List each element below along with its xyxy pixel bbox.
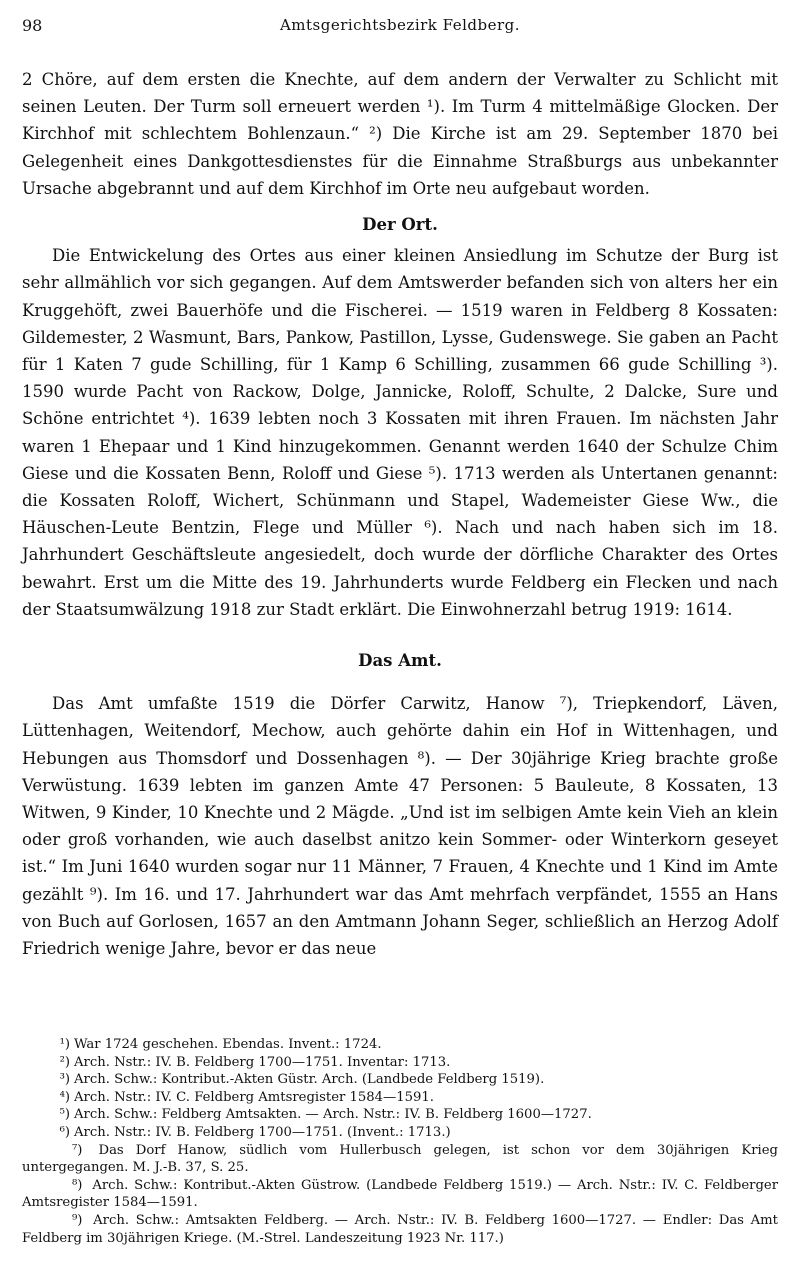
running-title: Amtsgerichtsbezirk Feldberg. [279, 16, 521, 34]
footnotes [22, 1036, 778, 1247]
footnote [22, 1124, 778, 1142]
paragraph-ort: Die Entwickelung des Ortes aus einer kleinen Ansiedlung im Schutze der Burg ist sehr allmählich vor sich gegangen. Auf dem Amtswerder befanden sich von alters her ein Kruggehöft, zwei Bauerhöfe und die Fischerei. — 1519 waren in Feldberg 8 Kossaten: Gildemester, 2 Wasmunt, Bars, Pankow, Pastillon, Lysse, Gudenswege. Sie gaben an Pacht für 1 Katen 7 gude Schilling, für 1 Kamp 6 Schilling, zusammen 66 gude Schilling ³). 1590 wurde Pacht von Rackow, Dolge, Jannicke, Roloff, Schulte, 2 Dalcke, Sure und Schöne entrichtet ⁴). 1639 lebten noch 3 Kossaten mit ihren Frauen. Im nächsten Jahr waren 1 Ehepaar und 1 Kind hinzugekommen. Genannt werden 1640 der Schulze Chim Giese und die Kossaten Benn, Roloff und Giese ⁵). 1713 werden als Untertanen genannt: die Kossaten Roloff, Wichert, Schünmann und Stapel, Wademeister Giese Ww., die Häuschen-Leute Bentzin, Flege und Müller ⁶). Nach und nach haben sich im 18. Jahrhundert Geschäftsleute angesiedelt, doch wurde der dörfliche Charakter des Ortes bewahrt. Erst um die Mitte des 19. Jahrhunderts wurde Feldberg ein Flecken und nach der Staatsumwälzung 1918 zur Stadt erklärt. Die Einwohnerzahl betrug 1919: 1614. [22, 246, 778, 619]
footnote-text: Arch. Schw.: Amtsakten Feldberg. — Arch. Nstr.: IV. B. Feldberg 1600—1727. — Endler: Das Amt Feldberg im 30jährigen Kriege. (M.-Strel. Landeszeitung 1923 Nr. 117.) [22, 1212, 778, 1246]
page-header [22, 16, 778, 44]
footnote-mark: ⁹) [72, 1212, 83, 1228]
footnote-mark: ³) [59, 1072, 70, 1088]
footnote-text: Arch. Nstr.: IV. B. Feldberg 1700—1751. (Invent.: 1713.) [74, 1124, 451, 1140]
footnote-text: Arch. Nstr.: IV. B. Feldberg 1700—1751. Inventar: 1713. [74, 1054, 451, 1070]
footnote [22, 1089, 778, 1107]
footnote [22, 1036, 778, 1054]
footnote-text: War 1724 geschehen. Ebendas. Invent.: 1724. [74, 1037, 382, 1052]
footnote [22, 1142, 778, 1177]
footnote [22, 1177, 778, 1212]
footnote-text: Das Dorf Hanow, südlich vom Hullerbusch gelegen, ist schon vor dem 30jährigen Krieg untergegangen. M. J.-B. 37, S. 25. [22, 1142, 778, 1176]
footnote-text: Arch. Schw.: Feldberg Amtsakten. — Arch. Nstr.: IV. B. Feldberg 1600—1727. [74, 1107, 592, 1123]
footnote-mark: ¹) [59, 1037, 70, 1052]
footnote-mark: ⁷) [72, 1142, 83, 1158]
footnote-mark: ⁸) [72, 1177, 83, 1193]
page-number: 98 [22, 16, 43, 35]
footnote [22, 1054, 778, 1072]
main-text [22, 66, 778, 962]
footnote-mark: ⁵) [59, 1107, 70, 1123]
footnote [22, 1212, 778, 1247]
footnote [22, 1071, 778, 1089]
footnote-text: Arch. Nstr.: IV. C. Feldberg Amtsregister 1584—1591. [74, 1089, 434, 1105]
footnote-mark: ⁴) [59, 1089, 70, 1105]
footnote-text: Arch. Schw.: Kontribut.-Akten Güstrow. (Landbede Feldberg 1519.) — Arch. Nstr.: IV. C. Feldberger Amtsregister 1584—1591. [22, 1177, 779, 1211]
footnote-mark: ²) [59, 1054, 70, 1070]
footnote-text: Arch. Schw.: Kontribut.-Akten Güstr. Arch. (Landbede Feldberg 1519). [74, 1072, 545, 1088]
paragraph-amt: Das Amt umfaßte 1519 die Dörfer Carwitz, Hanow ⁷), Triepkendorf, Läven, Lüttenhagen, Weitendorf, Mechow, auch gehörte dahin ein Hof in Wittenhagen, und Hebungen aus Thomsdorf und Dossenhagen ⁸). — Der 30jährige Krieg brachte große Verwüstung. 1639 lebten im ganzen Amte 47 Personen: 5 Bauleute, 8 Kossaten, 13 Witwen, 9 Kinder, 10 Knechte und 2 Mägde. „Und ist im selbigen Amte kein Vieh an klein oder groß vorhanden, wie auch daselbst anitzo kein Sommer- oder Winterkorn geseyet ist.“ Im Juni 1640 wurden sogar nur 11 Männer, 7 Frauen, 4 Knechte und 1 Kind im Amte gezählt ⁹). Im 16. und 17. Jahrhundert war das Amt mehrfach verpfändet, 1555 an Hans von Buch auf Gorlosen, 1657 an den Amtmann Johann Seger, schließlich an Herzog Adolf Friedrich wenige Jahre, bevor er das neue [22, 694, 778, 959]
footnote-mark: ⁶) [59, 1124, 70, 1140]
section-heading-ort: Der Ort. [362, 215, 438, 235]
paragraph-continuation: 2 Chöre, auf dem ersten die Knechte, auf dem andern der Verwalter zu Schlicht mit seinen Leuten. Der Turm soll erneuert werden ¹). Im Turm 4 mittelmäßige Glocken. Der Kirchhof mit schlechtem Bohlenzaun.“ ²) Die Kirche ist am 29. September 1870 bei Gelegenheit eines Dankgottesdienstes für die Einnahme Straßburgs aus unbekannter Ursache abgebrannt und auf dem Kirchhof im Orte neu aufgebaut worden. [22, 70, 778, 198]
section-heading-amt: Das Amt. [358, 651, 442, 671]
footnote [22, 1106, 778, 1124]
